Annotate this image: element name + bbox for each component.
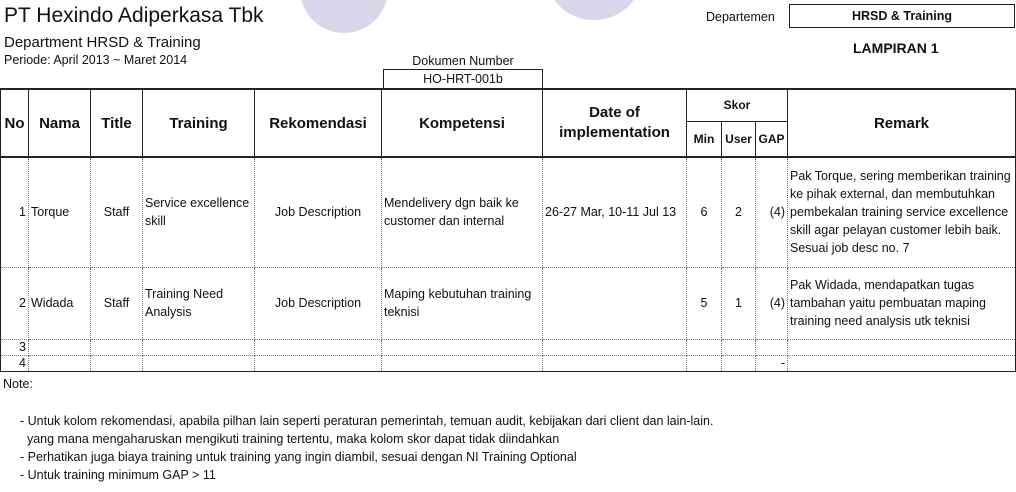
- cell-min: [687, 339, 722, 355]
- table-row: [1, 355, 1016, 371]
- cell-remark: [788, 355, 1016, 371]
- cell-title: [91, 339, 143, 355]
- cell-remark: Pak Torque, sering memberikan training ke pihak external, dan membutuhkan pembekalan training service excellence skill agar pelayan customer lebih baik. Sesuai job desc no. 7: [788, 157, 1016, 267]
- cell-date: [543, 339, 687, 355]
- cell-title: Staff: [91, 157, 143, 267]
- cell-rekomendasi: Job Description: [255, 267, 382, 339]
- header-remark: Remark: [788, 89, 1016, 157]
- departemen-value: HRSD & Training: [789, 4, 1015, 28]
- cell-training: Training Need Analysis: [143, 267, 255, 339]
- cell-min: [687, 355, 722, 371]
- cell-user: 2: [722, 157, 756, 267]
- header-kompetensi: Kompetensi: [382, 89, 543, 157]
- cell-user: [722, 355, 756, 371]
- cell-remark: Pak Widada, mendapatkan tugas tambahan yaitu pembuatan maping training need analysis utk teknisi: [788, 267, 1016, 339]
- table-row: [1, 339, 1016, 355]
- note-line-1: - Untuk kolom rekomendasi, apabila pilhan lain seperti peraturan pemerintah, temuan audit, kebijakan dari client dan lain-lain.: [20, 414, 714, 428]
- decorative-circle-right: [548, 0, 640, 20]
- cell-no: 3: [1, 339, 29, 355]
- company-name: PT Hexindo Adiperkasa Tbk: [4, 4, 264, 27]
- cell-kompetensi: Maping kebutuhan training teknisi: [382, 267, 543, 339]
- header-gap: GAP: [756, 121, 788, 157]
- cell-rekomendasi: [255, 355, 382, 371]
- cell-kompetensi: [382, 339, 543, 355]
- cell-nama: [29, 355, 91, 371]
- table-header-row: [1, 89, 1016, 121]
- cell-nama: Widada: [29, 267, 91, 339]
- cell-date: [543, 267, 687, 339]
- cell-remark: [788, 339, 1016, 355]
- cell-user: 1: [722, 267, 756, 339]
- note-line-2: yang mana mengaharuskan mengikuti training tertentu, maka kolom skor dapat tidak diindahkan: [20, 432, 560, 446]
- header-nama: Nama: [29, 89, 91, 157]
- header-no: No: [1, 89, 29, 157]
- header-skor: Skor: [687, 89, 788, 121]
- header-title: Title: [91, 89, 143, 157]
- cell-nama: Torque: [29, 157, 91, 267]
- cell-no: 2: [1, 267, 29, 339]
- cell-gap: (4): [756, 267, 788, 339]
- training-table: [0, 88, 1016, 372]
- cell-min: 6: [687, 157, 722, 267]
- cell-rekomendasi: Job Description: [255, 157, 382, 267]
- cell-gap: [756, 339, 788, 355]
- document-number-value: HO-HRT-001b: [383, 69, 543, 89]
- cell-date: 26-27 Mar, 10-11 Jul 13: [543, 157, 687, 267]
- header-min: Min: [687, 121, 722, 157]
- note-line-4: - Untuk training minimum GAP > 11: [20, 468, 216, 482]
- cell-min: 5: [687, 267, 722, 339]
- table-row: [1, 267, 1016, 339]
- period-text: Periode: April 2013 ~ Maret 2014: [4, 53, 188, 67]
- lampiran-title: LAMPIRAN 1: [853, 40, 939, 56]
- cell-training: Service excellence skill: [143, 157, 255, 267]
- cell-rekomendasi: [255, 339, 382, 355]
- department-name: Department HRSD & Training: [4, 34, 201, 51]
- header-rekomendasi: Rekomendasi: [255, 89, 382, 157]
- cell-title: [91, 355, 143, 371]
- cell-kompetensi: Mendelivery dgn baik ke customer dan internal: [382, 157, 543, 267]
- note-label: Note:: [3, 377, 33, 391]
- header-date: Date of implementation: [543, 89, 687, 157]
- departemen-label: Departemen: [706, 10, 775, 24]
- document-number-label: Dokumen Number: [412, 54, 514, 68]
- cell-title: Staff: [91, 267, 143, 339]
- decorative-circle-left: [300, 0, 388, 33]
- cell-gap: (4): [756, 157, 788, 267]
- cell-training: [143, 355, 255, 371]
- cell-no: 4: [1, 355, 29, 371]
- cell-user: [722, 339, 756, 355]
- cell-training: [143, 339, 255, 355]
- table-row: [1, 157, 1016, 267]
- header-training: Training: [143, 89, 255, 157]
- header-user: User: [722, 121, 756, 157]
- cell-nama: [29, 339, 91, 355]
- cell-gap: -: [756, 355, 788, 371]
- cell-kompetensi: [382, 355, 543, 371]
- cell-date: [543, 355, 687, 371]
- cell-no: 1: [1, 157, 29, 267]
- note-line-3: - Perhatikan juga biaya training untuk training yang ingin diambil, sesuai dengan NI Training Optional: [20, 450, 577, 464]
